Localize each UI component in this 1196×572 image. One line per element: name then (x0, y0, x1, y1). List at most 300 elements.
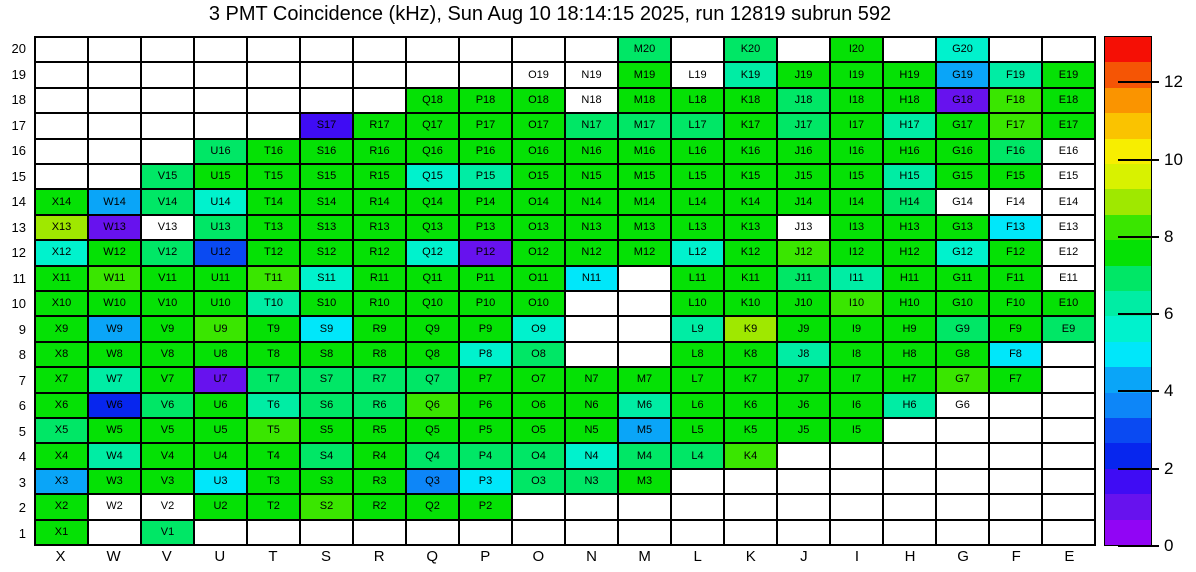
heatmap-cell: L4 (671, 443, 724, 468)
heatmap-cell: J19 (777, 62, 830, 87)
heatmap-cell: G12 (936, 240, 989, 265)
heatmap-cell (724, 494, 777, 519)
heatmap-cell (35, 113, 88, 138)
heatmap-cell: N5 (565, 418, 618, 443)
heatmap-cell: E11 (1042, 266, 1095, 291)
heatmap-cell: X3 (35, 469, 88, 494)
heatmap-cell: G9 (936, 316, 989, 341)
x-axis-label: E (1064, 548, 1075, 565)
heatmap-cell: F18 (989, 88, 1042, 113)
x-axis-labels (34, 548, 1096, 568)
x-axis-label: R (373, 548, 385, 565)
heatmap-cell (989, 494, 1042, 519)
heatmap-cell: H11 (883, 266, 936, 291)
heatmap-cell (141, 62, 194, 87)
heatmap-cell: U8 (194, 342, 247, 367)
heatmap-cell: P11 (459, 266, 512, 291)
heatmap-cell: E18 (1042, 88, 1095, 113)
heatmap-cell: L15 (671, 164, 724, 189)
heatmap-cell: E14 (1042, 189, 1095, 214)
heatmap-cell: U6 (194, 393, 247, 418)
heatmap-cell (565, 494, 618, 519)
heatmap-cell: G15 (936, 164, 989, 189)
heatmap-cell: R6 (353, 393, 406, 418)
colorbar (1104, 36, 1152, 546)
heatmap-cell: O17 (512, 113, 565, 138)
heatmap-cell: M17 (618, 113, 671, 138)
heatmap-cell: M18 (618, 88, 671, 113)
heatmap-cell (1042, 37, 1095, 62)
y-axis-label: 10 (11, 296, 26, 312)
heatmap-cell: E16 (1042, 139, 1095, 164)
heatmap-cell: W3 (88, 469, 141, 494)
heatmap-cell (353, 88, 406, 113)
heatmap-cell: P7 (459, 367, 512, 392)
heatmap-cell: P18 (459, 88, 512, 113)
heatmap-cell (565, 342, 618, 367)
heatmap-cell: K19 (724, 62, 777, 87)
heatmap-cell (1042, 469, 1095, 494)
heatmap-cell: S13 (300, 215, 353, 240)
heatmap-cell: J7 (777, 367, 830, 392)
heatmap-cell (1042, 443, 1095, 468)
heatmap-cell: S5 (300, 418, 353, 443)
heatmap-cell: K15 (724, 164, 777, 189)
heatmap-cell: R14 (353, 189, 406, 214)
heatmap-cell: Q5 (406, 418, 459, 443)
heatmap-cell: N16 (565, 139, 618, 164)
heatmap-cell: U7 (194, 367, 247, 392)
heatmap-cell: W5 (88, 418, 141, 443)
heatmap-cell (1042, 367, 1095, 392)
colorbar-band (1105, 164, 1151, 189)
heatmap-cell: G14 (936, 189, 989, 214)
colorbar-band (1105, 37, 1151, 62)
heatmap-cell: I17 (830, 113, 883, 138)
heatmap-cell: T9 (247, 316, 300, 341)
heatmap-cell: I16 (830, 139, 883, 164)
heatmap-cell: S14 (300, 189, 353, 214)
heatmap-cell (35, 62, 88, 87)
heatmap-cell: H14 (883, 189, 936, 214)
heatmap-cell: W4 (88, 443, 141, 468)
heatmap-cell: T4 (247, 443, 300, 468)
heatmap-cell (141, 113, 194, 138)
heatmap-cell: U16 (194, 139, 247, 164)
heatmap-cell: I11 (830, 266, 883, 291)
heatmap-cell: U14 (194, 189, 247, 214)
heatmap-cell: P10 (459, 291, 512, 316)
heatmap-cell: O16 (512, 139, 565, 164)
heatmap-cell: T15 (247, 164, 300, 189)
heatmap-cell: H8 (883, 342, 936, 367)
heatmap-cell (88, 520, 141, 545)
heatmap-cell: V14 (141, 189, 194, 214)
heatmap-cell: P9 (459, 316, 512, 341)
heatmap-cell (35, 139, 88, 164)
heatmap-cell: S8 (300, 342, 353, 367)
heatmap-cell (1042, 520, 1095, 545)
heatmap-cell: H19 (883, 62, 936, 87)
heatmap-cell: T7 (247, 367, 300, 392)
colorbar-band (1105, 367, 1151, 392)
heatmap-cell: I13 (830, 215, 883, 240)
heatmap-cell: T12 (247, 240, 300, 265)
heatmap-cell: L19 (671, 62, 724, 87)
heatmap-cell: E15 (1042, 164, 1095, 189)
heatmap-cell (936, 494, 989, 519)
heatmap-cell: E9 (1042, 316, 1095, 341)
heatmap-cell: U12 (194, 240, 247, 265)
x-axis-label: W (106, 548, 121, 565)
heatmap-cell (35, 37, 88, 62)
heatmap-cell: X11 (35, 266, 88, 291)
heatmap-cell: S7 (300, 367, 353, 392)
heatmap-cell: F9 (989, 316, 1042, 341)
colorbar-tick-label: 6 (1164, 304, 1174, 324)
y-axis-label: 12 (11, 245, 26, 261)
heatmap-cell: P3 (459, 469, 512, 494)
x-axis-label: V (161, 548, 172, 565)
x-axis-label: G (957, 548, 969, 565)
x-axis-label: F (1011, 548, 1021, 565)
heatmap-cell (777, 443, 830, 468)
heatmap-cell: N19 (565, 62, 618, 87)
heatmap-cell: O3 (512, 469, 565, 494)
heatmap-cell (459, 520, 512, 545)
heatmap-cell: L8 (671, 342, 724, 367)
heatmap-cell: R8 (353, 342, 406, 367)
heatmap-cell: V9 (141, 316, 194, 341)
heatmap-cell: G19 (936, 62, 989, 87)
heatmap-cell (406, 520, 459, 545)
heatmap-cell: J16 (777, 139, 830, 164)
heatmap-cell: I7 (830, 367, 883, 392)
heatmap-cell (671, 520, 724, 545)
x-axis-label: N (586, 548, 597, 565)
x-axis-label: Q (426, 548, 439, 565)
heatmap-cell (883, 37, 936, 62)
colorbar-tick-label: 8 (1164, 226, 1174, 246)
heatmap-cell: M6 (618, 393, 671, 418)
heatmap-cell: Q12 (406, 240, 459, 265)
heatmap-cell: G13 (936, 215, 989, 240)
heatmap-cell: G8 (936, 342, 989, 367)
heatmap-cell: S10 (300, 291, 353, 316)
heatmap-cell: O10 (512, 291, 565, 316)
heatmap-cell (618, 342, 671, 367)
heatmap-cell: P17 (459, 113, 512, 138)
x-axis-label: I (854, 548, 860, 565)
colorbar-band (1105, 316, 1151, 341)
heatmap-cell: U5 (194, 418, 247, 443)
heatmap-cell: G6 (936, 393, 989, 418)
heatmap-cell: H13 (883, 215, 936, 240)
heatmap-cell: O11 (512, 266, 565, 291)
y-axis-label: 14 (11, 194, 26, 210)
heatmap-cell: W7 (88, 367, 141, 392)
heatmap-cell: K10 (724, 291, 777, 316)
heatmap-cell (88, 139, 141, 164)
heatmap-cell: Q18 (406, 88, 459, 113)
heatmap-cell (777, 494, 830, 519)
heatmap-cell (830, 469, 883, 494)
heatmap-cell: J11 (777, 266, 830, 291)
heatmap-cell (830, 520, 883, 545)
heatmap-cell: R9 (353, 316, 406, 341)
heatmap-cell: X7 (35, 367, 88, 392)
heatmap-cell: J8 (777, 342, 830, 367)
heatmap-cell: Q15 (406, 164, 459, 189)
heatmap-cell (300, 37, 353, 62)
heatmap-cell (512, 37, 565, 62)
heatmap-cell: L13 (671, 215, 724, 240)
heatmap-cell: T16 (247, 139, 300, 164)
heatmap-cell (936, 469, 989, 494)
y-axis-label: 4 (18, 449, 26, 465)
heatmap-cell: M4 (618, 443, 671, 468)
heatmap-cell: F19 (989, 62, 1042, 87)
heatmap-cell: E12 (1042, 240, 1095, 265)
x-axis-label: M (638, 548, 651, 565)
colorbar-tick-label: 12 (1164, 72, 1183, 92)
heatmap-cell: S2 (300, 494, 353, 519)
colorbar-band (1105, 443, 1151, 468)
y-axis-label: 17 (11, 117, 26, 133)
heatmap-cell (565, 520, 618, 545)
x-axis-label: H (904, 548, 916, 565)
y-axis-label: 19 (11, 66, 26, 82)
heatmap-cell (1042, 393, 1095, 418)
heatmap-cell: J9 (777, 316, 830, 341)
heatmap-cell: K20 (724, 37, 777, 62)
colorbar-tick-label: 0 (1164, 536, 1174, 555)
heatmap-cell: I20 (830, 37, 883, 62)
heatmap-cell (883, 494, 936, 519)
heatmap-cell: K18 (724, 88, 777, 113)
heatmap-cell: N12 (565, 240, 618, 265)
heatmap-cell: J18 (777, 88, 830, 113)
heatmap-cell: N6 (565, 393, 618, 418)
heatmap-cell: V2 (141, 494, 194, 519)
heatmap-cell: U10 (194, 291, 247, 316)
heatmap-cell: M12 (618, 240, 671, 265)
heatmap-cell: O6 (512, 393, 565, 418)
x-axis-label: J (800, 548, 808, 565)
y-axis-label: 18 (11, 92, 26, 108)
heatmap-cell: V6 (141, 393, 194, 418)
heatmap-cell: N11 (565, 266, 618, 291)
colorbar-band (1105, 494, 1151, 519)
colorbar-band (1105, 266, 1151, 291)
heatmap-cell: I15 (830, 164, 883, 189)
colorbar-band (1105, 469, 1151, 494)
y-axis-label: 11 (12, 270, 26, 286)
heatmap-cell: M7 (618, 367, 671, 392)
heatmap-cell (247, 88, 300, 113)
heatmap-cell: T10 (247, 291, 300, 316)
heatmap-cell: P15 (459, 164, 512, 189)
heatmap-cell: H10 (883, 291, 936, 316)
heatmap-cell: X13 (35, 215, 88, 240)
heatmap-cell: K8 (724, 342, 777, 367)
heatmap-cell: Q16 (406, 139, 459, 164)
heatmap-cell (565, 316, 618, 341)
heatmap-cell: G16 (936, 139, 989, 164)
heatmap-cell: K9 (724, 316, 777, 341)
heatmap-cell (194, 113, 247, 138)
heatmap-cell: S12 (300, 240, 353, 265)
heatmap-cell: X12 (35, 240, 88, 265)
heatmap-cell: R15 (353, 164, 406, 189)
heatmap-cell: H16 (883, 139, 936, 164)
heatmap-cell: N3 (565, 469, 618, 494)
heatmap-cell: Q11 (406, 266, 459, 291)
colorbar-band (1105, 393, 1151, 418)
heatmap-cell: O5 (512, 418, 565, 443)
y-axis-labels (0, 36, 30, 546)
y-axis-label: 9 (18, 321, 26, 337)
heatmap-cell: Q10 (406, 291, 459, 316)
heatmap-cell: O13 (512, 215, 565, 240)
heatmap-cell: V15 (141, 164, 194, 189)
heatmap-cell: X14 (35, 189, 88, 214)
heatmap-cell: N13 (565, 215, 618, 240)
heatmap-cell: Q3 (406, 469, 459, 494)
heatmap-cell: T6 (247, 393, 300, 418)
heatmap-cell: W14 (88, 189, 141, 214)
heatmap-cell: X4 (35, 443, 88, 468)
colorbar-tick-label: 10 (1164, 149, 1183, 169)
heatmap-cell: U9 (194, 316, 247, 341)
heatmap-cell: R17 (353, 113, 406, 138)
heatmap-cell: T3 (247, 469, 300, 494)
heatmap-cell (353, 520, 406, 545)
heatmap-cell (671, 469, 724, 494)
y-axis-label: 1 (18, 525, 26, 541)
heatmap-cell: H9 (883, 316, 936, 341)
heatmap-cell: U4 (194, 443, 247, 468)
heatmap-cell (88, 164, 141, 189)
heatmap-cell: W9 (88, 316, 141, 341)
heatmap-cell: G11 (936, 266, 989, 291)
y-axis-label: 2 (18, 500, 26, 516)
heatmap-cell (1042, 494, 1095, 519)
heatmap-cell: P12 (459, 240, 512, 265)
heatmap-cell: T5 (247, 418, 300, 443)
heatmap-cell (777, 469, 830, 494)
heatmap-cell: P16 (459, 139, 512, 164)
heatmap-cell: V13 (141, 215, 194, 240)
y-axis-label: 3 (18, 474, 26, 490)
heatmap-cell (247, 113, 300, 138)
x-axis-label: T (268, 548, 278, 565)
heatmap-cell: M15 (618, 164, 671, 189)
heatmap-cell: X6 (35, 393, 88, 418)
heatmap-cell: V1 (141, 520, 194, 545)
heatmap-cell: H18 (883, 88, 936, 113)
heatmap-cell: K14 (724, 189, 777, 214)
heatmap-cell: I6 (830, 393, 883, 418)
heatmap-cell: F8 (989, 342, 1042, 367)
heatmap-cell: T8 (247, 342, 300, 367)
heatmap-cell: O12 (512, 240, 565, 265)
heatmap-cell (1042, 342, 1095, 367)
heatmap-cell: N15 (565, 164, 618, 189)
heatmap-cell (300, 88, 353, 113)
heatmap-cell: I18 (830, 88, 883, 113)
heatmap-cell: I10 (830, 291, 883, 316)
heatmap-cell (671, 494, 724, 519)
heatmap-cell: P14 (459, 189, 512, 214)
heatmap-cell: U3 (194, 469, 247, 494)
heatmap-cell: K11 (724, 266, 777, 291)
heatmap-cell: O14 (512, 189, 565, 214)
heatmap-cell: O7 (512, 367, 565, 392)
heatmap-cell (618, 520, 671, 545)
heatmap-cell: R4 (353, 443, 406, 468)
heatmap-cell: R5 (353, 418, 406, 443)
heatmap-cell: Q6 (406, 393, 459, 418)
heatmap-cell: W11 (88, 266, 141, 291)
heatmap-cell: F16 (989, 139, 1042, 164)
heatmap-cell (883, 520, 936, 545)
heatmap-cell (883, 443, 936, 468)
x-axis-label: K (745, 548, 756, 565)
heatmap-cell: J15 (777, 164, 830, 189)
colorbar-tick-label: 2 (1164, 458, 1174, 478)
heatmap-cell: V12 (141, 240, 194, 265)
heatmap-cell (989, 469, 1042, 494)
heatmap-cell (459, 37, 512, 62)
heatmap-cell: X10 (35, 291, 88, 316)
heatmap-cell: R7 (353, 367, 406, 392)
heatmap-cell (512, 494, 565, 519)
heatmap-cell: V11 (141, 266, 194, 291)
heatmap-cell (353, 37, 406, 62)
heatmap-cell: G7 (936, 367, 989, 392)
heatmap-cell: G18 (936, 88, 989, 113)
heatmap-cell: L11 (671, 266, 724, 291)
heatmap-cell: R13 (353, 215, 406, 240)
heatmap-cell: X8 (35, 342, 88, 367)
heatmap-cell (300, 520, 353, 545)
heatmap-cell: G20 (936, 37, 989, 62)
heatmap-cell: R11 (353, 266, 406, 291)
y-axis-label: 6 (18, 398, 26, 414)
heatmap-cell (247, 520, 300, 545)
heatmap-cell: W8 (88, 342, 141, 367)
heatmap-cell: O9 (512, 316, 565, 341)
colorbar-tick-label: 4 (1164, 381, 1174, 401)
heatmap-cell: S3 (300, 469, 353, 494)
heatmap-cell: K17 (724, 113, 777, 138)
heatmap-cell: U15 (194, 164, 247, 189)
heatmap-cell: Q13 (406, 215, 459, 240)
heatmap-cell: L14 (671, 189, 724, 214)
heatmap-cell (671, 37, 724, 62)
heatmap-cell: L16 (671, 139, 724, 164)
x-axis-label: O (532, 548, 545, 565)
heatmap-cell: Q7 (406, 367, 459, 392)
heatmap-cell: F13 (989, 215, 1042, 240)
heatmap-cell: K13 (724, 215, 777, 240)
heatmap-cell (777, 520, 830, 545)
heatmap-cell: K16 (724, 139, 777, 164)
heatmap-cell (512, 520, 565, 545)
heatmap-cell: W12 (88, 240, 141, 265)
heatmap-cell (1042, 418, 1095, 443)
